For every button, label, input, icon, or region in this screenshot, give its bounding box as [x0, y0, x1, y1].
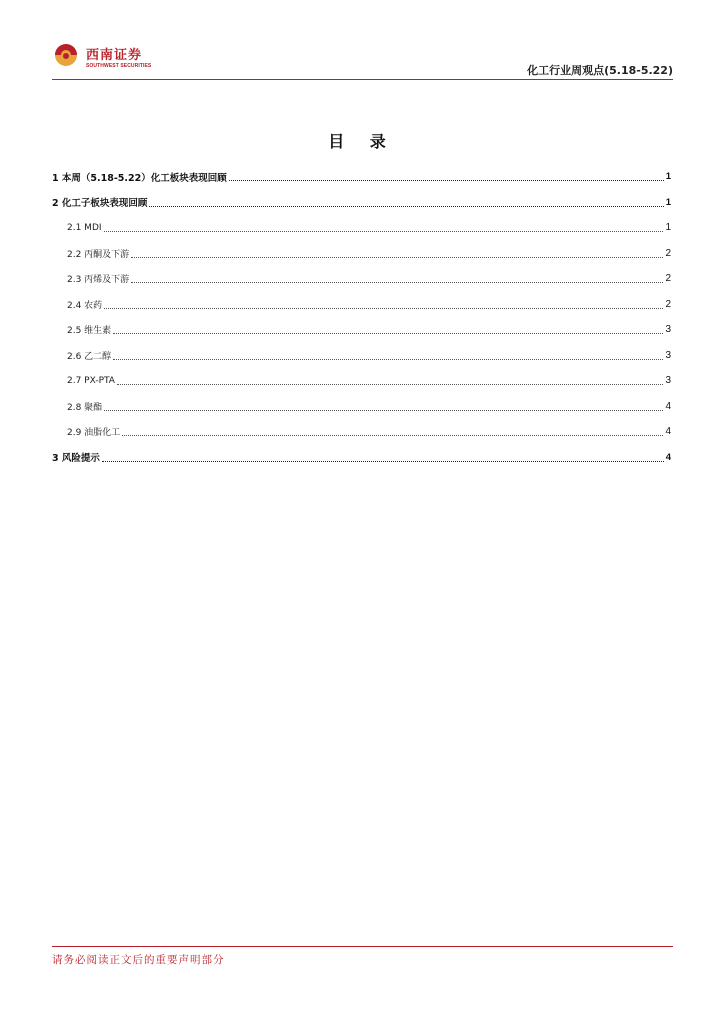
toc-page-number: 4	[665, 451, 671, 463]
toc-page-number: 3	[665, 375, 671, 387]
table-of-contents	[52, 164, 671, 470]
footer-disclaimer: 请务必阅读正文后的重要声明部分	[52, 954, 225, 966]
toc-entry[interactable]	[52, 164, 671, 190]
logo-emblem-icon	[54, 43, 78, 67]
toc-leader-dots	[102, 461, 664, 462]
toc-leader-dots	[131, 282, 663, 283]
toc-entry[interactable]	[52, 445, 671, 471]
toc-entry-label: 2.8 聚酯	[67, 402, 103, 413]
toc-page-number: 3	[665, 324, 671, 336]
toc-entry[interactable]	[52, 394, 671, 420]
toc-entry[interactable]	[52, 292, 671, 318]
toc-entry[interactable]	[52, 317, 671, 343]
toc-entry-label: 2.1 MDI	[67, 222, 102, 233]
toc-leader-dots	[131, 257, 663, 258]
header-divider	[52, 79, 673, 80]
toc-entry[interactable]	[52, 266, 671, 292]
toc-page-number: 2	[665, 247, 671, 259]
toc-entry-label: 2.2 丙酮及下游	[67, 249, 130, 260]
toc-leader-dots	[104, 308, 663, 309]
toc-leader-dots	[104, 410, 663, 411]
toc-entry[interactable]	[52, 368, 671, 394]
toc-page-number: 1	[665, 196, 671, 208]
toc-entry[interactable]	[52, 419, 671, 445]
toc-entry-label: 2 化工子板块表现回顾	[52, 198, 148, 210]
toc-leader-dots	[113, 333, 663, 334]
toc-page-number: 1	[665, 222, 671, 234]
toc-entry[interactable]	[52, 190, 671, 216]
toc-leader-dots	[122, 435, 663, 436]
toc-entry-label: 2.4 农药	[67, 300, 103, 311]
toc-entry-label: 3 风险提示	[52, 453, 100, 465]
toc-page-number: 3	[665, 349, 671, 361]
company-logo	[52, 40, 152, 74]
toc-page-number: 2	[665, 273, 671, 285]
toc-entry-label: 1 本周（5.18-5.22）化工板块表现回顾	[52, 172, 227, 184]
toc-page-number: 4	[665, 426, 671, 438]
toc-entry-label: 2.7 PX-PTA	[67, 375, 115, 386]
logo-english-name: SOUTHWEST SECURITIES	[86, 63, 152, 69]
toc-page-number: 4	[665, 400, 671, 412]
toc-page-number: 1	[665, 171, 671, 183]
toc-heading: 目 录	[328, 132, 396, 151]
toc-entry-label: 2.5 维生素	[67, 326, 112, 337]
toc-leader-dots	[104, 231, 664, 232]
toc-leader-dots	[117, 384, 663, 385]
toc-entry[interactable]	[52, 343, 671, 369]
toc-page-number: 2	[665, 298, 671, 310]
report-title: 化工行业周观点(5.18-5.22)	[527, 64, 673, 77]
footer-divider	[52, 946, 673, 947]
logo-chinese-name: 西南证券	[86, 48, 143, 63]
page-header	[52, 40, 673, 82]
toc-entry-label: 2.3 丙烯及下游	[67, 275, 130, 286]
toc-leader-dots	[149, 206, 663, 207]
toc-entry-label: 2.9 油脂化工	[67, 428, 121, 439]
toc-entry[interactable]	[52, 241, 671, 267]
toc-leader-dots	[229, 180, 664, 181]
toc-entry[interactable]	[52, 215, 671, 241]
toc-entry-label: 2.6 乙二醇	[67, 351, 112, 362]
toc-leader-dots	[113, 359, 663, 360]
